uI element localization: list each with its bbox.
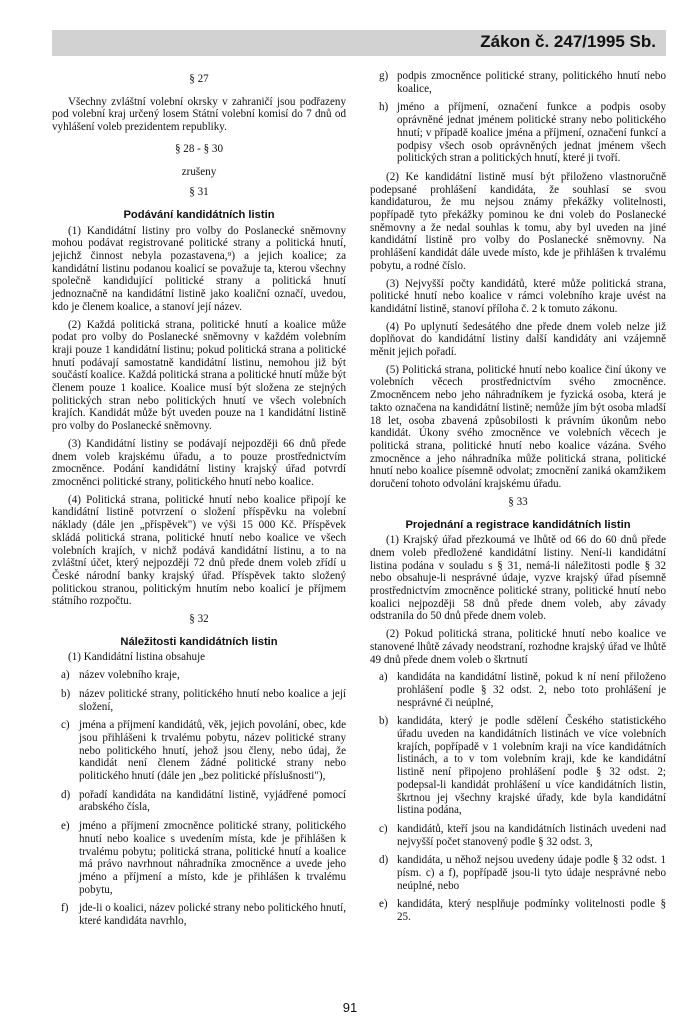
list-item bbox=[52, 669, 346, 682]
list-item bbox=[370, 898, 666, 923]
section-31-paragraph: (1) Kandidátní listiny pro volby do Poslanecké sněmovny mohou podávat registrované politické strany a politická hnutí, jejichž činnost nebyla pozastavena,⁹) a jejich koalice; za kandidátní listinu podanou koalicí se považuje ta, kterou všechny společně kandidující politické strany a politická hnutí jednoznačně na kandidátní listině jako koaliční označí, uvedou, kdo je členem koalice, a stanoví její název. bbox=[52, 224, 346, 313]
list-item-label: d) bbox=[61, 788, 71, 801]
section-32-paragraph: (5) Politická strana, politické hnutí nebo koalice činí úkony ve volebních věcech prostřednictvím svého zmocněnce. Zmocněncem nebo jeho náhradníkem je fyzická osoba, která je takto označena na kandidátní listině; nemůže jím být osoba mladší 18 let, osoba zbavená způsobilosti k právním úkonům nebo kandidát. Úkony svého zmocněnce ve volebních věcech je politická strana, politické hnutí nebo koalice vázána. Svého zmocněnce a jeho náhradníka může politická strana, politické hnutí nebo koalice písemně odvolat; zmocnění zaniká okamžikem doručení tohoto odvolání krajskému úřadu. bbox=[370, 363, 666, 491]
section-33-heading: Projednání a registrace kandidátních listin bbox=[405, 518, 631, 531]
section-32-paragraph: (4) Po uplynutí šedesátého dne přede dnem voleb nelze již doplňovat do kandidátní listiny další kandidáty ani vzájemně měnit jejich pořadí. bbox=[370, 320, 666, 359]
page-number: 91 bbox=[342, 1000, 358, 1015]
right-column bbox=[370, 70, 666, 930]
section-32-paragraph: (3) Nejvyšší počty kandidátů, které může politická strana, politické hnutí nebo koalice v rámci volebního kraje uvést na kandidátní listině, stanoví příloha č. 2 k tomuto zákonu. bbox=[370, 277, 666, 315]
list-item-text: kandidáta, který je podle sdělení Českého statistického úřadu uveden na kandidátních listinách ve více volebních krajích, popřípadě v 1 volebním kraji na více kandidátních listinách, a to v tom volebním kraji, kde ke kandidátní listině není připojeno prohlášení podle § 32 odst. 2; podepsal-li kandidát prohlášení u více kandidátních listin, škrtnou jej všechny krajské úřady, kde byla kandidátní listina podána, bbox=[397, 715, 666, 817]
section-31-heading: Podávání kandidátních listin bbox=[123, 208, 275, 221]
section-33-paragraph: (2) Pokud politická strana, politické hnutí nebo koalice ve stanovené lhůtě závady neodstraní, rozhodne krajský úřad ve lhůtě 49 dnů přede dnem voleb o škrtnutí bbox=[370, 628, 666, 666]
header-bar bbox=[52, 30, 666, 56]
section-31-number: § 31 bbox=[189, 186, 209, 199]
list-item bbox=[370, 101, 666, 165]
list-item-text: jméno a příjmení, označení funkce a podpis osoby oprávněné jednat jménem politické strany nebo politického hnutí; v případě koalice jména a příjmení, označení funkcí a podpisy všech osob oprávněných jednat jménem všech politických stran a politických hnutí, které ji tvoří. bbox=[397, 101, 666, 165]
list-item-label: e) bbox=[379, 898, 388, 911]
list-item-label: e) bbox=[61, 820, 70, 833]
list-item-text: kandidáta, u něhož nejsou uvedeny údaje podle § 32 odst. 1 písm. c) a f), popřípadě jsou-li tyto údaje nesprávné nebo neúplné, nebo bbox=[397, 854, 666, 892]
section-28-30-text: zrušeny bbox=[181, 165, 217, 178]
list-item-text: název politické strany, politického hnutí nebo koalice a její složení, bbox=[79, 687, 346, 713]
section-27-text: Všechny zvláštní volební okrsky v zahraničí jsou podřazeny pod volební kraj určený losem Státní volební komisí do 7 dnů od vyhlášení voleb prezidentem republiky. bbox=[52, 95, 346, 134]
list-item-label: c) bbox=[61, 719, 70, 732]
list-item-label: h) bbox=[379, 101, 389, 114]
list-item-text: kandidátů, kteří jsou na kandidátních listinách uvedeni nad nejvyšší počet stanovený podle § 32 odst. 3, bbox=[397, 822, 666, 848]
list-item-label: c) bbox=[379, 822, 388, 835]
list-item bbox=[52, 902, 346, 927]
list-item-text: pořadí kandidáta na kandidátní listině, vyjádřené pomocí arabského čísla, bbox=[79, 788, 346, 814]
section-31-paragraph: (2) Každá politická strana, politické hnutí a koalice může podat pro volby do Poslanecké sněmovny v každém volebním kraji pouze 1 kandidátní listinu; pokud politická strana a politické hnutí podávají samostatně kandidátní listinu, nemohou již být součástí koalice. Každá politická strana a politické hnutí může být členem pouze 1 koalice. Koalice musí být složena ze stejných politických stran nebo politických hnutí ve všech volebních krajích. Kandidát může být uveden pouze na 1 kandidátní listině pro volby do Poslanecké sněmovny. bbox=[52, 318, 346, 433]
list-item-text: jméno a příjmení zmocněnce politické strany, politického hnutí nebo koalice s uvedením místa, kde je přihlášen k trvalému pobytu; politická strana, politické hnutí a koalice má právo navrhnout náhradníka zmocněnce a uvede jeho jméno a příjmení a místo, kde je přihlášen k trvalému pobytu, bbox=[79, 820, 346, 896]
list-item bbox=[52, 688, 346, 713]
list-item-label: f) bbox=[61, 902, 69, 915]
section-28-30-number: § 28 - § 30 bbox=[174, 142, 224, 155]
section-33-number: § 33 bbox=[508, 495, 528, 508]
list-item-label: g) bbox=[379, 70, 389, 82]
list-item-label: a) bbox=[379, 671, 388, 684]
list-item-label: d) bbox=[379, 854, 389, 867]
list-item-label: b) bbox=[379, 715, 389, 728]
law-title: Zákon č. 247/1995 Sb. bbox=[480, 32, 656, 51]
list-item-text: kandidáta, který nesplňuje podmínky volitelnosti podle § 25. bbox=[397, 898, 666, 924]
section-32-intro: (1) Kandidátní listina obsahuje bbox=[68, 651, 206, 664]
list-item-text: podpis zmocněnce politické strany, politického hnutí nebo koalice, bbox=[397, 70, 666, 95]
list-item-text: jména a příjmení kandidátů, věk, jejich povolání, obec, kde jsou přihlášeni k trvalému pobytu, název politické strany nebo politického hnutí, jehož jsou členy, nebo údaj, že kandidát není členem žádné politické strany nebo politického hnutí (dále jen „bez politické příslušnosti"), bbox=[79, 719, 346, 783]
section-32-number: § 32 bbox=[189, 613, 209, 626]
list-item bbox=[52, 789, 346, 814]
list-item-label: a) bbox=[61, 669, 70, 682]
list-item bbox=[370, 671, 666, 709]
list-item-text: jde-li o koalici, název polické strany nebo politického hnutí, které kandidáta navrhlo, bbox=[79, 902, 346, 928]
section-32-paragraph: (2) Ke kandidátní listině musí být přiloženo vlastnoručně podepsané prohlášení kandidáta, že souhlasí se svou kandidaturou, že mu nejsou známy překážky volitelnosti, popřípadě tyto překážky pominou ke dni voleb do Poslanecké sněmovny a že nedal souhlas k tomu, aby byl uveden na jiné kandidátní listině pro volby do Poslanecké sněmovny. Na prohlášení kandidát dále uvede místo, kde je přihlášen k trvalému pobytu, a rodné číslo. bbox=[370, 170, 666, 272]
section-32-heading: Náležitosti kandidátních listin bbox=[120, 635, 278, 648]
section-27-number: § 27 bbox=[189, 73, 209, 85]
list-item bbox=[370, 715, 666, 817]
left-column bbox=[52, 70, 346, 934]
section-33-paragraph: (1) Krajský úřad přezkoumá ve lhůtě od 66 do 60 dnů přede dnem voleb předložené kandidátní listiny. Není-li kandidátní listina podána v souladu s § 31, nemá-li náležitosti podle § 32 nebo obsahuje-li nesprávné údaje, vyzve krajský úřad písemně prostřednictvím zmocněnce politické strany, politické hnutí nebo koalici nejpozději 58 dnů přede dnem voleb, aby závady odstranila do 50 dnů přede dnem voleb. bbox=[370, 534, 666, 623]
list-item-text: kandidáta na kandidátní listině, pokud k ní není přiloženo prohlášení podle § 32 odst. 2, nebo toto prohlášení je nesprávné či neúplné, bbox=[397, 671, 666, 709]
list-item bbox=[370, 854, 666, 892]
section-31-paragraph: (3) Kandidátní listiny se podávají nejpozději 66 dnů přede dnem voleb krajskému úřadu, a to pouze prostřednictvím zmocněnce. Podání kandidátní listiny krajský úřad potvrdí zmocněnci politické strany, politického hnutí nebo koalice. bbox=[52, 437, 346, 488]
section-31-paragraph: (4) Politická strana, politické hnutí nebo koalice připojí ke kandidátní listině potvrzení o složení příspěvku na volební náklady (dále jen „příspěvek") ve výši 15 000 Kč. Příspěvek skládá politická strana, politické hnutí nebo koalice ve všech volebních krajích, v nichž podává kandidátní listinu, a to na zvláštní účet, který nejpozději 72 dnů přede dnem voleb zřídí u České národní banky krajský úřad. Příspěvek takto složený politickou stranou, politickým hnutím nebo koalicí je příjmem státního rozpočtu. bbox=[52, 493, 346, 608]
list-item bbox=[370, 823, 666, 848]
list-item bbox=[370, 70, 666, 95]
list-item-text: název volebního kraje, bbox=[79, 669, 180, 682]
list-item bbox=[52, 820, 346, 896]
list-item-label: b) bbox=[61, 687, 71, 700]
list-item bbox=[52, 719, 346, 783]
